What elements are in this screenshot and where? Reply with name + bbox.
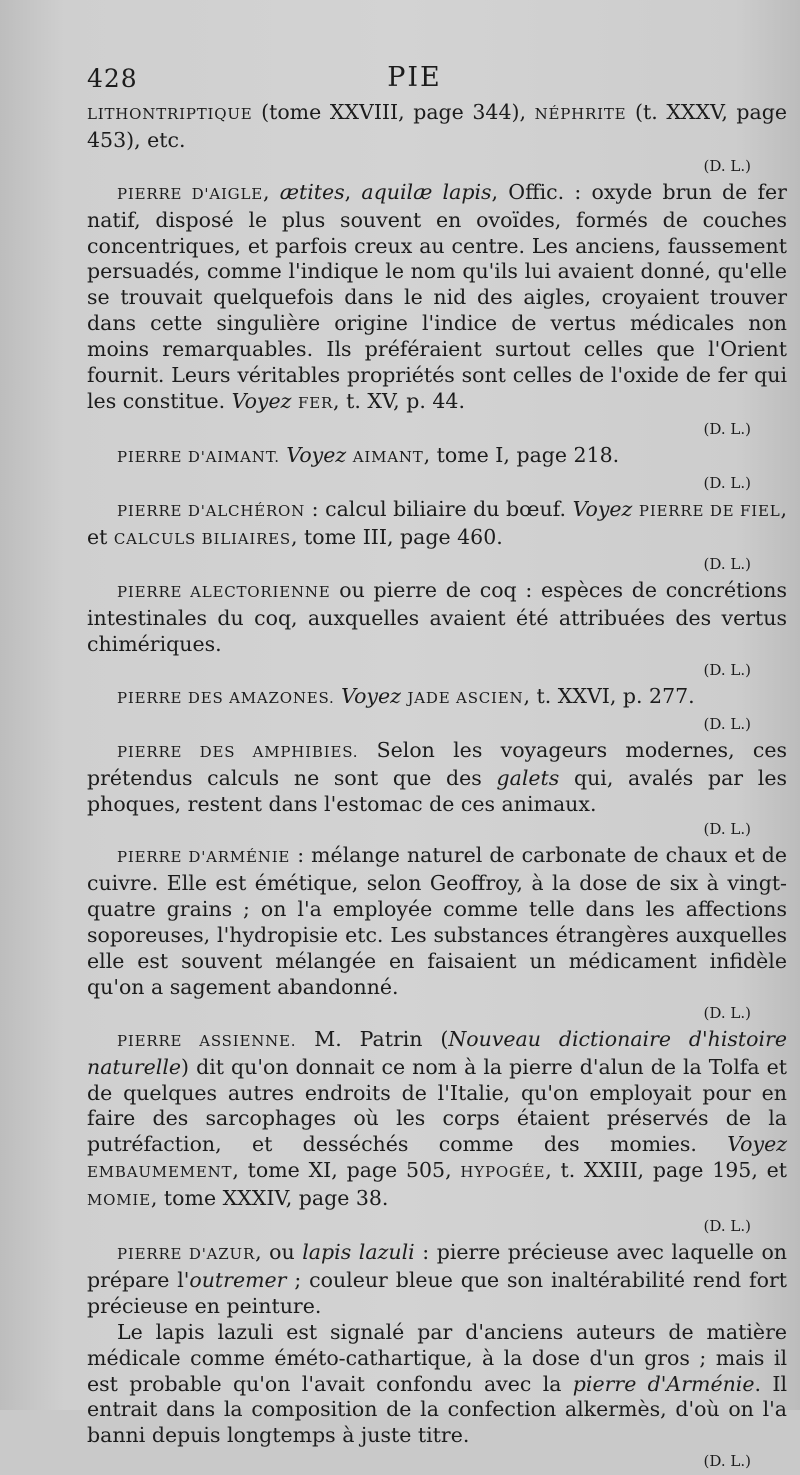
author-initials: (D. L.) [703,555,751,574]
entry-lapis [87,1320,787,1450]
entry-text: , t. XXVI, p. 277. [523,683,695,708]
entry-text: Nouveau dictionaire d'histoire naturelle [87,1026,788,1079]
entry-text: , [344,179,362,204]
headword: PIERRE D'ARMÉNIE [117,848,291,867]
headword: MOMIE [87,1191,151,1210]
entry-text: : pierre précieuse avec laquelle on prépare l' [87,1239,787,1292]
headword: PIERRE D'AIGLE [117,184,263,203]
entry-text: Le lapis lazuli est signalé par d'anciens auteurs de matière médicale comme éméto-cathartique, à la dose d'un gros ; mais il est probable qu'on l'avait confondu avec la [87,1319,787,1396]
entry-text: , [262,179,280,204]
running-head: PIE [387,62,442,93]
author-initials: (D. L.) [703,419,751,438]
entry-text: , t. XXIII, page 195, et [545,1158,788,1183]
entry-text: ætites [279,179,345,204]
entry-text: : mélange naturel de carbonate de chaux et de cuivre. Elle est émétique, selon Geoffroy, à la dose de six à vingt-quatre grains ; on l'a employée comme telle dans les affections soporeuses, l'hydropisie etc. Les substances étrangères auxquelles elle est souvent mélangée en faisaient un médicament infidèle qu'on a sagement abandonné. [87,843,787,999]
author-initials: (D. L.) [703,820,751,839]
entry-aimant [87,443,787,471]
entry-text: : calcul biliaire du bœuf. [305,496,573,521]
entry-lithon [87,100,787,154]
entry-text: pierre d'Arménie [572,1371,755,1396]
author-initials: (D. L.) [703,1452,751,1471]
entry-text: , t. XV, p. 44. [333,388,465,413]
headword: PIERRE D'AIMANT. [117,447,280,466]
entry-text: ; couleur bleue que son inaltérabilité rend fort précieuse en peinture. [87,1267,787,1318]
entry-text: ) dit qu'on donnait ce nom à la pierre d'alun de la Tolfa et de quelques autres endroits de l'Italie, qu'on employait pour en faire des sarcophages où les corps étaient préservés de la putréfaction, et desséchés comme des momies. [87,1054,787,1157]
entry-azur [87,1240,787,1320]
entry-text: , Offic. : oxyde brun de fer natif, disposé le plus souvent en ovoïdes, formés de couches concentriques, et parfois creux au centre. Les anciens, faussement persuadés, comme l'indique le nom qu'ils lui avaient donné, qu'elle se trouvait quelquefois dans le nid des aigles, croyaient trouver dans cette singulière origine l'indice de vertus médicales non moins remarquables. Ils préféraient surtout celles que l'Orient fournit. Leurs véritables propriétés sont celles de l'oxide de fer qui les constitue. [87,179,787,413]
author-initials: (D. L.) [703,661,751,680]
entry-text: Voyez [231,388,292,413]
entry-armenie [87,843,787,1000]
author-initials: (D. L.) [703,156,751,175]
headword: HYPOGÉE [460,1163,546,1182]
headword: NÉPHRITE [534,105,627,123]
entry-assienne [87,1027,787,1214]
entry-text: , et [87,496,787,549]
headword: PIERRE DES AMPHIBIES. [117,742,359,761]
headword: PIERRE DES AMAZONES. [117,688,335,707]
entry-text: (tome XXVIII, page 344), [252,100,535,124]
headword: LITHONTRIPTIQUE [87,105,253,123]
entry-text: Voyez [572,496,633,521]
headword: PIERRE ASSIENNE. [117,1031,297,1050]
entry-text: Voyez [286,442,347,467]
entry-text: Voyez [727,1132,787,1157]
entry-alcheron [87,497,787,553]
author-initials: (D. L.) [703,1003,751,1022]
author-initials: (D. L.) [703,714,751,733]
dictionary-text [87,100,787,1475]
entry-text: M. Patrin ( [296,1026,449,1051]
entry-text: , tome III, page 460. [291,524,503,549]
entry-text: . Il entrait dans la composition de la confection alkermès, d'où on l'a banni depuis longtemps à juste titre. [87,1371,787,1448]
entry-aigle [87,180,787,417]
entry-text: galets [496,765,560,790]
page-header [87,62,742,96]
headword: PIERRE D'ALCHÉRON [117,501,306,520]
entry-text: , tome XXXIV, page 38. [150,1186,389,1211]
entry-text: , tome XI, page 505, [232,1158,461,1183]
entry-amphibies [87,738,787,818]
headword: CALCULS BILIAIRES [113,529,291,548]
headword: PIERRE D'AZUR [117,1244,256,1263]
headword: AIMANT [352,447,424,466]
entry-text: (t. XXXV, page 453), etc. [87,100,788,152]
author-initials: (D. L.) [703,473,751,492]
headword: PIERRE ALECTORIENNE [117,583,331,602]
headword: FER [297,393,334,412]
entry-text: aquilæ lapis [361,179,492,204]
headword: JADE ASCIEN [407,688,524,707]
entry-text: Selon les voyageurs modernes, ces prétendus calculs ne sont que des [87,737,787,790]
entry-text: , tome I, page 218. [423,442,620,467]
headword: EMBAUMEMENT [87,1163,233,1182]
entry-amazones [87,684,787,712]
page-number: 428 [87,64,138,93]
entry-text: qui, avalés par les phoques, restent dans l'estomac de ces animaux. [87,765,787,816]
headword: PIERRE DE FIEL [638,501,781,520]
author-initials: (D. L.) [703,1217,751,1236]
entry-text: ou pierre de coq : espèces de concrétions intestinales du coq, auxquelles avaient été attribuées des vertus chimériques. [87,578,787,657]
entry-text: lapis lazuli [302,1239,415,1264]
entry-text: , ou [255,1239,303,1264]
entry-text: Voyez [341,683,401,708]
entry-alectorienne [87,578,787,658]
entry-text: outremer [189,1267,287,1292]
